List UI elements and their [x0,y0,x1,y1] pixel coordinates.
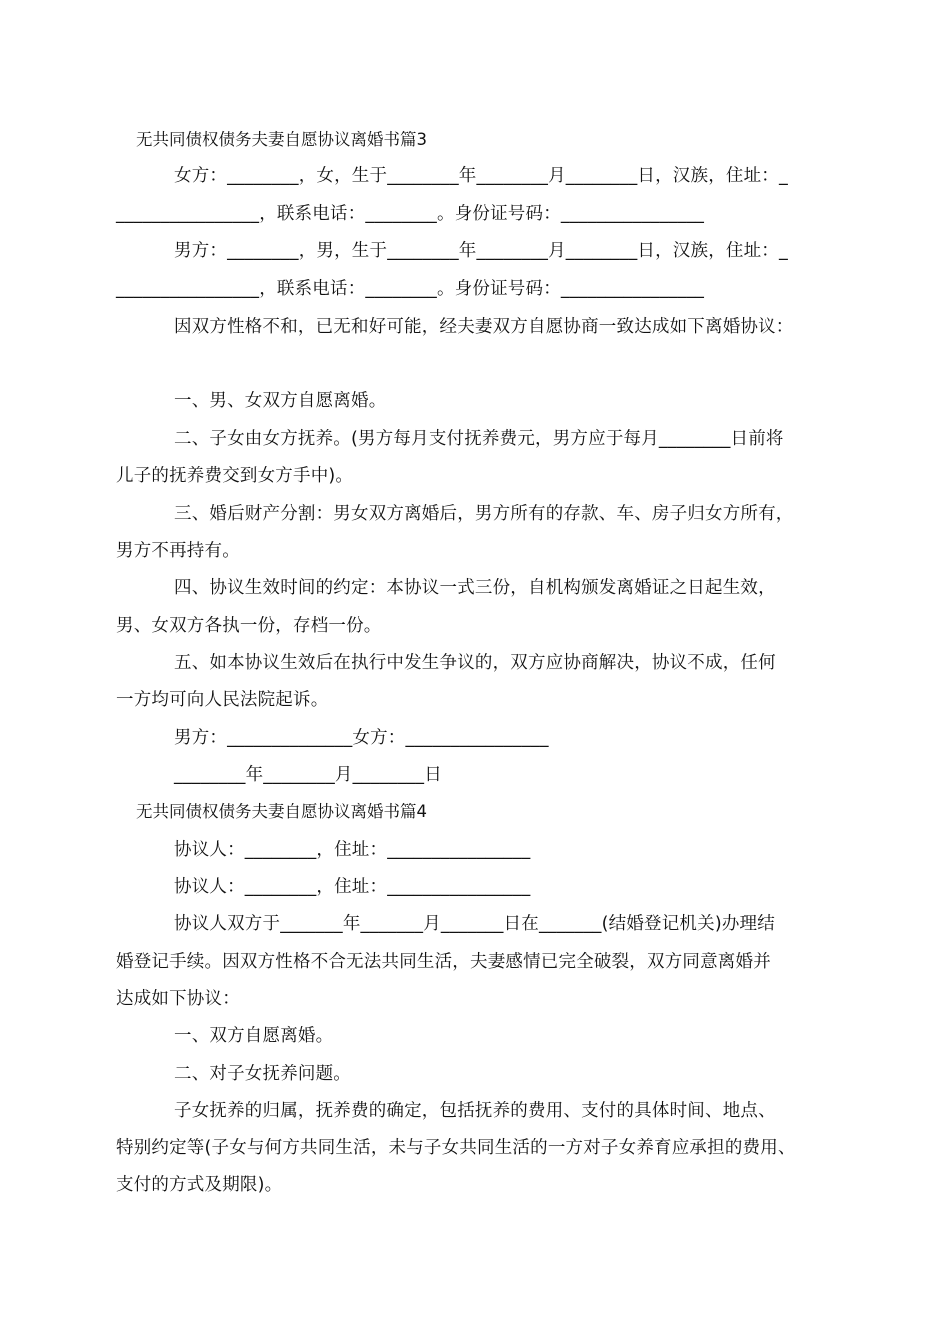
section-3-title: 无共同债权债务夫妻自愿协议离婚书篇3 [136,130,427,149]
clause-4-line-1: 四、协议生效时间的约定：本协议一式三份，自机构颁发离婚证之日起生效， [174,578,776,598]
party-1-line: 协议人：________，住址：________________ [174,840,531,860]
agreement-intro: 因双方性格不和，已无和好可能，经夫妻双方自愿协商一致达成如下离婚协议： [174,317,794,337]
clause-5-line-1: 五、如本协议生效后在执行中发生争议的，双方应协商解决，协议不成，任何 [174,653,776,673]
clause-4-line-2: 男、女双方各执一份，存档一份。 [116,616,382,636]
wife-info-line-1: 女方：________，女，生于________年________月________日，汉族，住址：_ [174,166,788,186]
clause-3-line-1: 三、婚后财产分割：男女双方离婚后，男方所有的存款、车、房子归女方所有， [174,504,794,524]
wife-info-line-2: ________________，联系电话：________。身份证号码：________________ [116,204,705,224]
husband-info-line-2: ________________，联系电话：________。身份证号码：________________ [116,279,705,299]
clause-3-line-2: 男方不再持有。 [116,541,240,561]
marriage-registration-line-2: 婚登记手续。因双方性格不合无法共同生活，夫妻感情已完全破裂，双方同意离婚并 [116,952,771,972]
marriage-registration-line-3: 达成如下协议： [116,989,240,1009]
s4-clause-2: 二、对子女抚养问题。 [174,1064,351,1084]
date-line: ________年________月________日 [174,765,442,785]
custody-line-1: 子女抚养的归属，抚养费的确定，包括抚养的费用、支付的具体时间、地点、 [174,1101,776,1121]
clause-5-line-2: 一方均可向人民法院起诉。 [116,690,329,710]
custody-line-3: 支付的方式及期限)。 [116,1175,283,1195]
custody-line-2: 特别约定等(子女与何方共同生活，未与子女共同生活的一方对子女养育应承担的费用、 [116,1138,796,1158]
marriage-registration-line-1: 协议人双方于_______年_______月_______日在_______(结婚登记机关)办理结 [174,914,775,934]
clause-2-line-1: 二、子女由女方抚养。(男方每月支付抚养费元，男方应于每月________日前将 [174,429,784,449]
clause-2-line-2: 儿子的抚养费交到女方手中)。 [116,466,354,486]
section-4-title: 无共同债权债务夫妻自愿协议离婚书篇4 [136,802,427,821]
clause-1: 一、男、女双方自愿离婚。 [174,391,387,411]
s4-clause-1: 一、双方自愿离婚。 [174,1026,334,1046]
signature-line: 男方：______________女方：________________ [174,728,549,748]
party-2-line: 协议人：________，住址：________________ [174,877,531,897]
husband-info-line-1: 男方：________，男，生于________年________月________日，汉族，住址：_ [174,241,788,261]
